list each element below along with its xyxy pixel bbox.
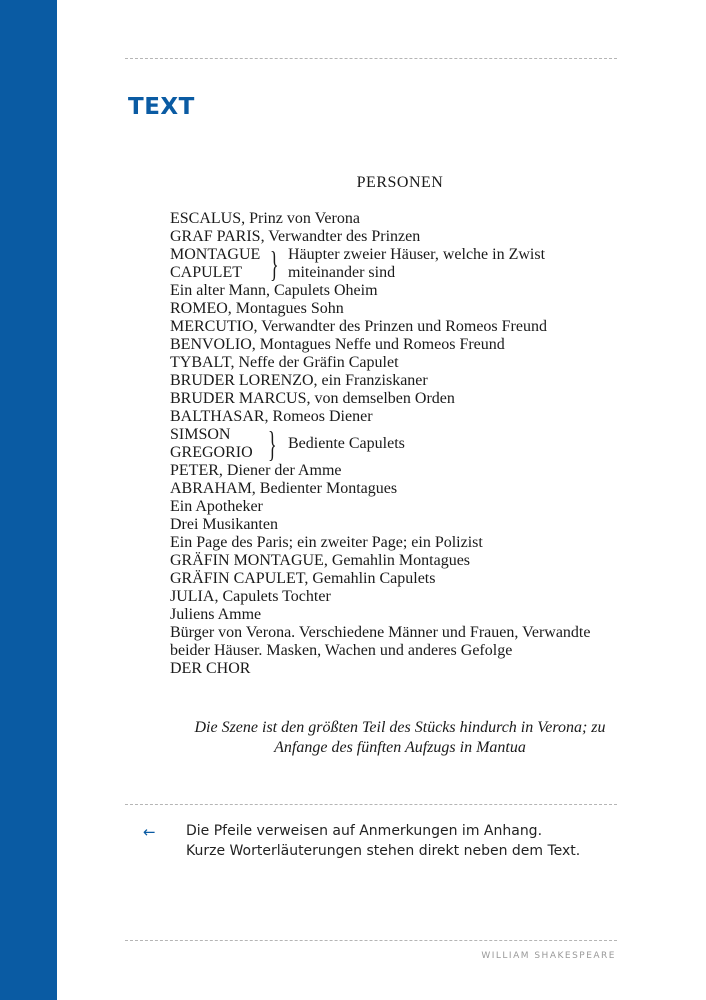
top-dashed-rule (125, 58, 617, 59)
cast-item: MONTAGUE (170, 246, 261, 263)
cast-item: BALTHASAR, Romeos Diener (170, 408, 373, 425)
cast-item: BRUDER LORENZO, ein Franziskaner (170, 372, 428, 389)
cast-item: Drei Musikanten (170, 516, 278, 533)
cast-item: Bürger von Verona. Verschiedene Männer und Frauen, Verwandte beider Häuser. Masken, Wachen und anderes Gefolge (170, 624, 591, 659)
cast-item: SIMSON (170, 426, 231, 443)
cast-item: ESCALUS, Prinz von Verona (170, 210, 360, 227)
cast-group-montague-capulet (170, 246, 620, 282)
cast-item: GRÄFIN MONTAGUE, Gemahlin Montagues (170, 552, 471, 569)
cast-item: MERCUTIO, Verwandter des Prinzen und Romeos Freund (170, 318, 547, 335)
cast-item: ABRAHAM, Bedienter Montagues (170, 480, 398, 497)
group-description-line: miteinander sind (288, 264, 396, 281)
cast-item: BRUDER MARCUS, von demselben Orden (170, 390, 455, 407)
group-description (288, 246, 545, 282)
cast-item: GRÄFIN CAPULET, Gemahlin Capulets (170, 570, 436, 587)
cast-heading: PERSONEN (356, 174, 444, 191)
group-names (170, 426, 253, 462)
cast-list (170, 210, 620, 678)
arrow-left-icon: ← (143, 823, 156, 841)
blue-sidebar (0, 0, 57, 1000)
note-line: Die Pfeile verweisen auf Anmerkungen im Anhang. (186, 823, 543, 839)
cast-item: GRAF PARIS, Verwandter des Prinzen (170, 228, 421, 245)
middle-dashed-rule (125, 804, 617, 805)
note-line: Kurze Worterläuterungen stehen direkt neben dem Text. (186, 843, 581, 859)
group-description-line: Häupter zweier Häuser, welche in Zwist (288, 246, 546, 263)
annotation-note (186, 821, 616, 861)
cast-item: Ein Page des Paris; ein zweiter Page; ein Polizist (170, 534, 483, 551)
cast-item: BENVOLIO, Montagues Neffe und Romeos Freund (170, 336, 505, 353)
cast-item: Ein alter Mann, Capulets Oheim (170, 282, 378, 299)
cast-item: JULIA, Capulets Tochter (170, 588, 331, 605)
group-description: Bediente Capulets (288, 435, 405, 452)
cast-item: PETER, Diener der Amme (170, 462, 342, 479)
cast-item: ROMEO, Montagues Sohn (170, 300, 344, 317)
brace-icon: } (270, 244, 279, 284)
brace-icon: } (268, 424, 277, 464)
cast-item: Juliens Amme (170, 606, 262, 623)
cast-group-simson-gregorio (170, 426, 620, 462)
section-title: TEXT (128, 94, 195, 120)
cast-item: DER CHOR (170, 660, 251, 677)
cast-item: Ein Apotheker (170, 498, 263, 515)
footer-author: WILLIAM SHAKESPEARE (481, 951, 616, 961)
cast-item: GREGORIO (170, 444, 253, 461)
bottom-dashed-rule (125, 940, 617, 941)
cast-item: TYBALT, Neffe der Gräfin Capulet (170, 354, 399, 371)
group-names (170, 246, 260, 282)
cast-item: CAPULET (170, 264, 242, 281)
scene-note: Die Szene ist den größten Teil des Stücks hindurch in Verona; zu Anfange des fünften Aufzugs in Mantua (194, 719, 606, 756)
